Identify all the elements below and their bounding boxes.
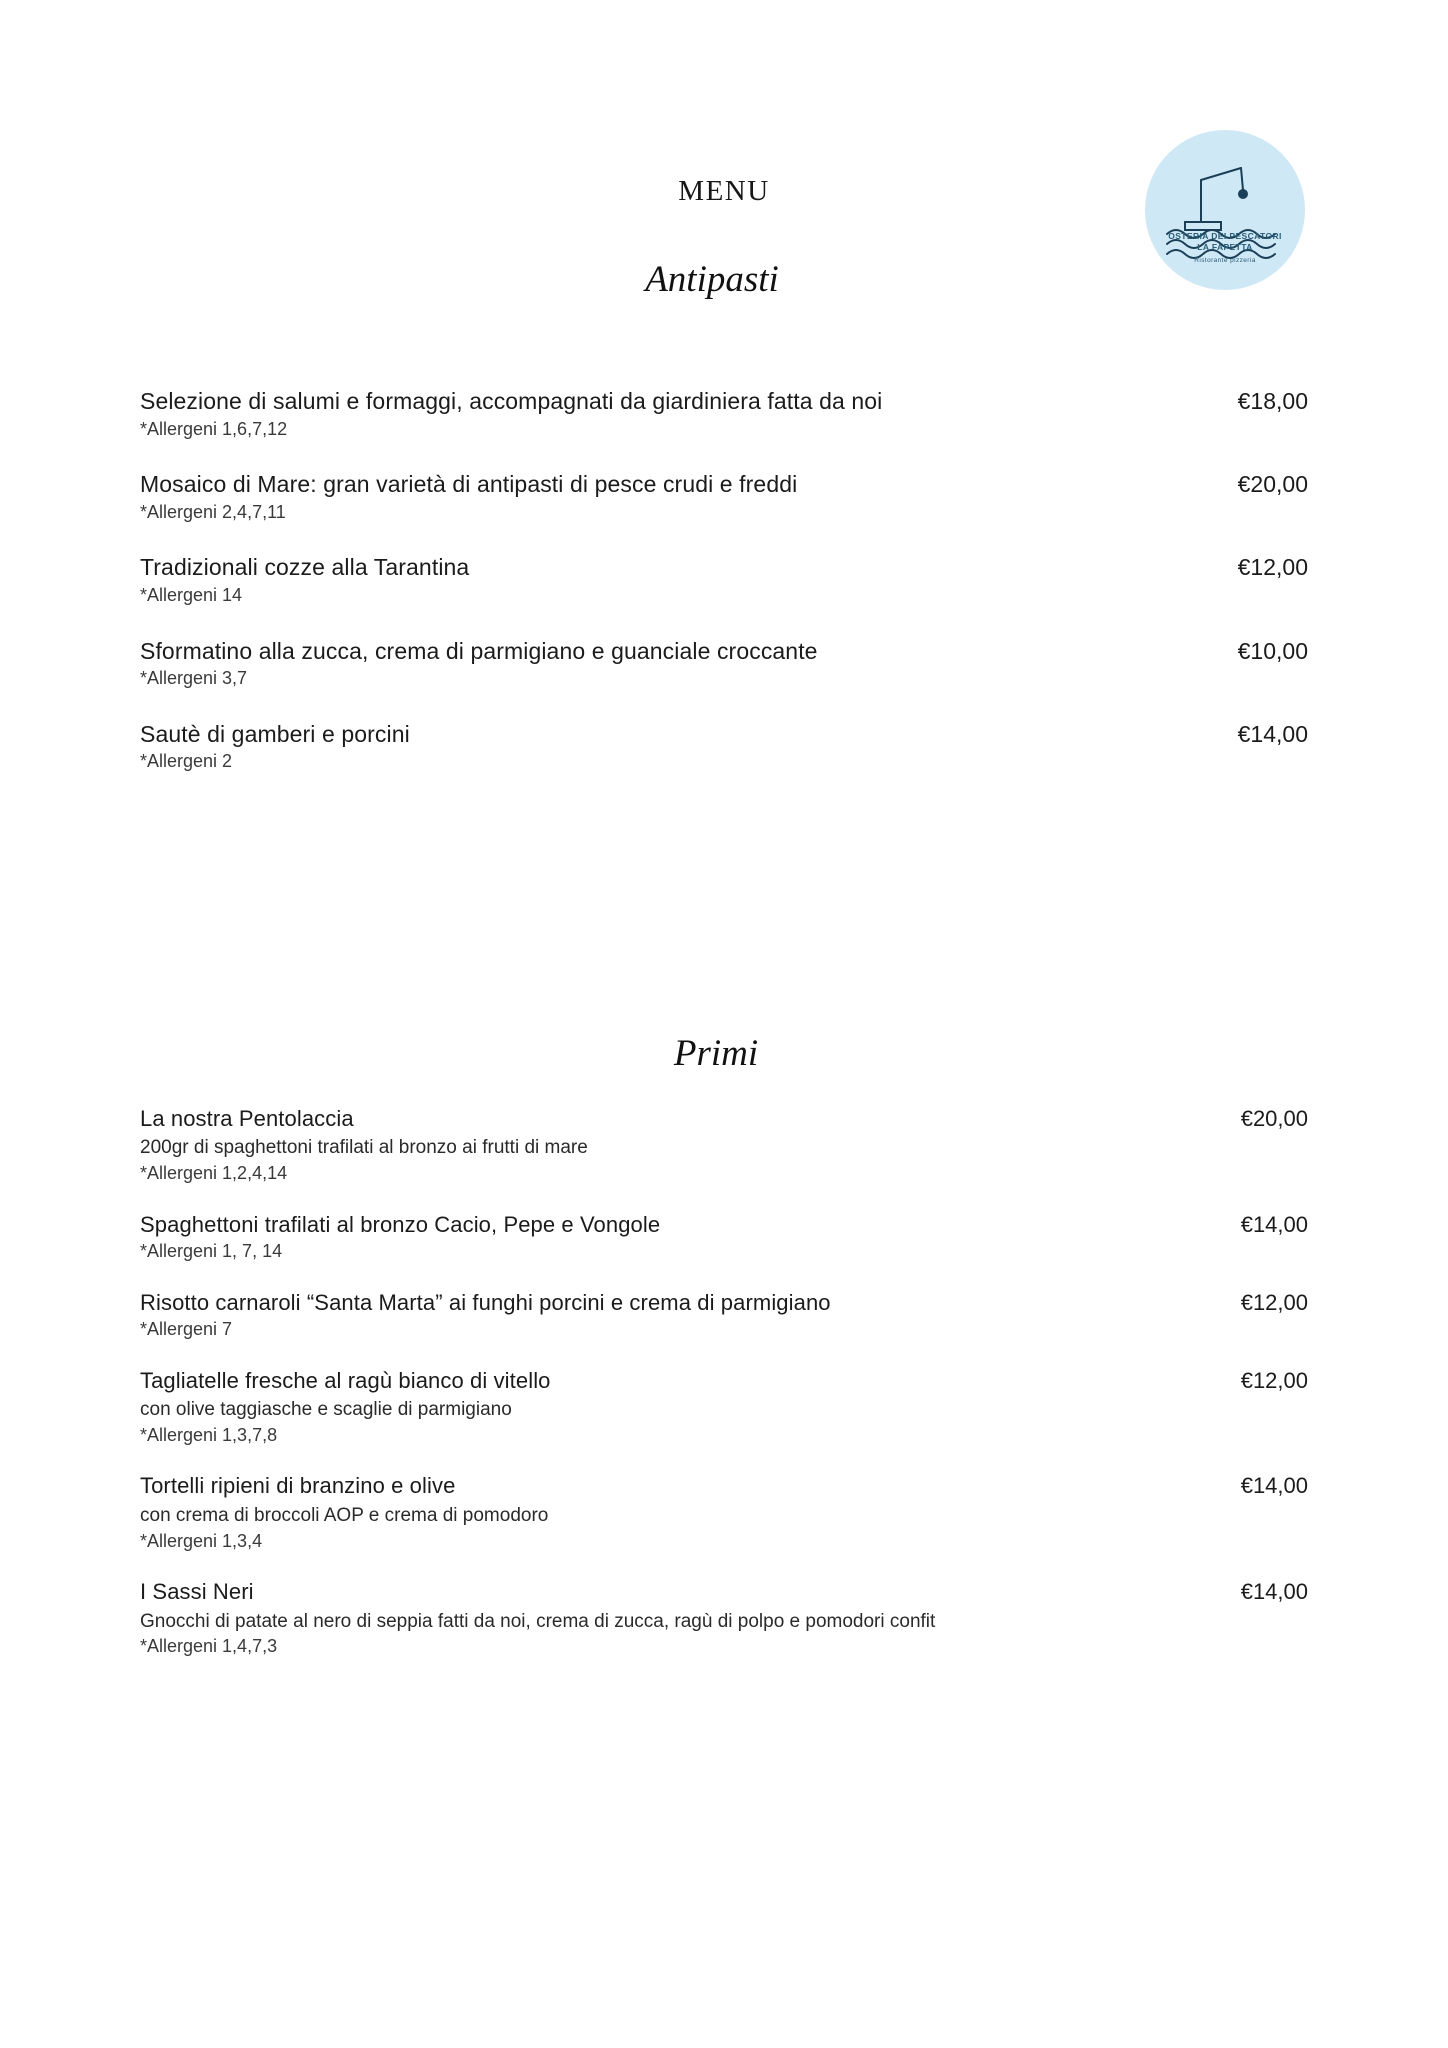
- menu-item-price: €12,00: [1240, 1289, 1308, 1315]
- menu-item-price: €20,00: [1240, 1106, 1308, 1131]
- menu-item-price: €12,00: [1240, 1367, 1308, 1393]
- primi-item-list: [140, 1106, 1308, 1685]
- menu-item-allergens: *Allergeni 1,3,7,8: [140, 1424, 278, 1445]
- menu-item-description: con olive taggiasche e scaglie di parmigiano: [140, 1399, 512, 1421]
- menu-item-allergens: *Allergeni 1,6,7,12: [140, 418, 288, 439]
- menu-item: [140, 721, 1308, 773]
- menu-item-row: [140, 1106, 1308, 1132]
- menu-item-row: [140, 1579, 1308, 1605]
- menu-item-name: Sformatino alla zucca, crema di parmigiano e guanciale croccante: [140, 637, 818, 664]
- menu-item-row: [140, 388, 1308, 416]
- menu-item-allergens: *Allergeni 2,4,7,11: [140, 501, 286, 522]
- menu-item-description: Gnocchi di patate al nero di seppia fatti da noi, crema di zucca, ragù di polpo e pomodori confit: [140, 1610, 936, 1632]
- menu-item-price: €14,00: [1237, 720, 1308, 747]
- menu-header: [140, 0, 1308, 300]
- menu-item-row: [140, 1473, 1308, 1499]
- menu-item-row: [140, 638, 1308, 666]
- logo-line-3: Ristorante pizzeria: [1194, 257, 1256, 264]
- page-title: MENU: [678, 175, 770, 207]
- menu-item-name: Mosaico di Mare: gran varietà di antipasti di pesce crudi e freddi: [140, 471, 798, 498]
- menu-item-row: [140, 471, 1308, 499]
- menu-item: [140, 1368, 1308, 1447]
- menu-item-allergens: *Allergeni 1,3,4: [140, 1530, 263, 1551]
- menu-item-price: €14,00: [1240, 1211, 1308, 1237]
- antipasti-item-list: [140, 388, 1308, 804]
- menu-item-row: [140, 1368, 1308, 1394]
- menu-item-name: Sautè di gamberi e porcini: [140, 720, 410, 747]
- menu-item: [140, 388, 1308, 440]
- menu-item-row: [140, 554, 1308, 582]
- menu-item-name: Tradizionali cozze alla Tarantina: [140, 554, 470, 581]
- menu-item: [140, 1579, 1308, 1658]
- menu-item-price: €14,00: [1240, 1579, 1308, 1605]
- menu-item-price: €20,00: [1237, 471, 1308, 498]
- menu-item-row: [140, 721, 1308, 749]
- menu-item-price: €12,00: [1237, 554, 1308, 581]
- menu-item-row: [140, 1290, 1308, 1316]
- menu-item-allergens: *Allergeni 3,7: [140, 668, 248, 689]
- menu-item: [140, 471, 1308, 523]
- section-heading-primi: Primi: [673, 1033, 759, 1074]
- menu-item-allergens: *Allergeni 7: [140, 1319, 233, 1340]
- menu-item-price: €10,00: [1237, 637, 1308, 664]
- menu-item-description: 200gr di spaghettoni trafilati al bronzo ai frutti di mare: [140, 1137, 588, 1159]
- menu-item-name: I Sassi Neri: [140, 1579, 254, 1605]
- menu-item-allergens: *Allergeni 1,4,7,3: [140, 1636, 278, 1657]
- logo-line-2: LA FAPETTA: [1197, 242, 1253, 252]
- menu-item-allergens: *Allergeni 1, 7, 14: [140, 1241, 283, 1262]
- menu-item-name: Spaghettoni trafilati al bronzo Cacio, Pepe e Vongole: [140, 1211, 661, 1237]
- menu-item-allergens: *Allergeni 14: [140, 584, 243, 605]
- menu-item-name: Tagliatelle fresche al ragù bianco di vitello: [140, 1367, 551, 1393]
- menu-item-name: Selezione di salumi e formaggi, accompagnati da giardiniera fatta da noi: [140, 388, 883, 414]
- menu-item: [140, 554, 1308, 606]
- menu-item: [140, 1290, 1308, 1341]
- menu-item-price: €18,00: [1237, 388, 1308, 414]
- menu-item-price: €14,00: [1240, 1473, 1308, 1499]
- menu-item-name: Risotto carnaroli “Santa Marta” ai funghi porcini e crema di parmigiano: [140, 1289, 831, 1315]
- menu-item-description: con crema di broccoli AOP e crema di pomodoro: [140, 1504, 549, 1526]
- menu-item: [140, 1212, 1308, 1263]
- logo-line-1: OSTERIA DEI PESCATORI: [1168, 231, 1282, 241]
- menu-item: [140, 1473, 1308, 1552]
- menu-item-allergens: *Allergeni 1,2,4,14: [140, 1163, 288, 1184]
- menu-item-name: Tortelli ripieni di branzino e olive: [140, 1473, 456, 1499]
- menu-item-name: La nostra Pentolaccia: [140, 1106, 354, 1131]
- menu-item: [140, 1106, 1308, 1185]
- menu-item-row: [140, 1212, 1308, 1238]
- section-heading-antipasti: Antipasti: [645, 259, 779, 300]
- menu-item: [140, 638, 1308, 690]
- menu-item-allergens: *Allergeni 2: [140, 751, 233, 772]
